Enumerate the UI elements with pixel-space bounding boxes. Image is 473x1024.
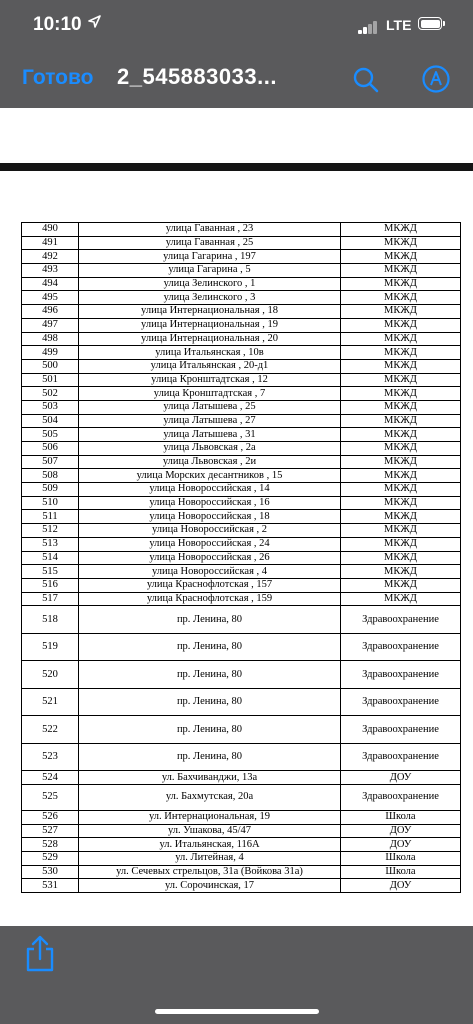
row-address: улица Новороссийская , 2 xyxy=(79,524,341,538)
row-number: 519 xyxy=(22,633,79,661)
row-category: МКЖД xyxy=(341,483,461,497)
row-number: 524 xyxy=(22,771,79,785)
row-number: 523 xyxy=(22,743,79,771)
row-address: улица Новороссийская , 14 xyxy=(79,483,341,497)
row-category: МКЖД xyxy=(341,592,461,606)
row-address: пр. Ленина, 80 xyxy=(79,661,341,689)
document-title: 2_545883033... xyxy=(117,64,277,89)
table-row xyxy=(22,277,461,291)
row-number: 510 xyxy=(22,496,79,510)
row-number: 515 xyxy=(22,565,79,579)
table-row xyxy=(22,442,461,456)
location-arrow-icon xyxy=(88,15,101,31)
row-category: МКЖД xyxy=(341,496,461,510)
table-row xyxy=(22,592,461,606)
row-number: 491 xyxy=(22,236,79,250)
row-address: улица Новороссийская , 16 xyxy=(79,496,341,510)
done-button[interactable]: Готово xyxy=(22,66,94,89)
row-number: 490 xyxy=(22,223,79,237)
cellular-signal-icon xyxy=(358,20,380,34)
row-number: 497 xyxy=(22,318,79,332)
row-number: 517 xyxy=(22,592,79,606)
table-row xyxy=(22,359,461,373)
row-number: 527 xyxy=(22,824,79,838)
table-row xyxy=(22,250,461,264)
row-category: МКЖД xyxy=(341,414,461,428)
table-row xyxy=(22,414,461,428)
row-number: 499 xyxy=(22,346,79,360)
row-number: 494 xyxy=(22,277,79,291)
row-category: МКЖД xyxy=(341,510,461,524)
table-row xyxy=(22,578,461,592)
row-category: МКЖД xyxy=(341,250,461,264)
row-address: улица Итальянская , 20-д1 xyxy=(79,359,341,373)
nav-bar xyxy=(0,52,473,108)
row-number: 502 xyxy=(22,387,79,401)
row-category: МКЖД xyxy=(341,442,461,456)
table-row xyxy=(22,428,461,442)
row-category: Здравоохранение xyxy=(341,606,461,634)
bottom-toolbar xyxy=(0,926,473,1024)
table-row xyxy=(22,838,461,852)
status-bar xyxy=(0,0,473,52)
table-row xyxy=(22,771,461,785)
row-address: ул. Сечевых стрельцов, 31а (Войкова 31а) xyxy=(79,865,341,879)
table-row xyxy=(22,291,461,305)
row-number: 512 xyxy=(22,524,79,538)
row-category: МКЖД xyxy=(341,565,461,579)
row-category: ДОУ xyxy=(341,838,461,852)
row-number: 513 xyxy=(22,537,79,551)
row-category: МКЖД xyxy=(341,359,461,373)
row-address: улица Гагарина , 5 xyxy=(79,264,341,278)
row-number: 493 xyxy=(22,264,79,278)
table-row xyxy=(22,373,461,387)
row-category: МКЖД xyxy=(341,428,461,442)
row-category: Здравоохранение xyxy=(341,688,461,716)
row-number: 507 xyxy=(22,455,79,469)
table-row xyxy=(22,236,461,250)
row-address: улица Гаванная , 23 xyxy=(79,223,341,237)
document-viewer[interactable] xyxy=(0,108,473,926)
row-number: 518 xyxy=(22,606,79,634)
row-address: улица Львовская , 2и xyxy=(79,455,341,469)
row-number: 504 xyxy=(22,414,79,428)
row-address: улица Краснофлотская , 159 xyxy=(79,592,341,606)
table-row xyxy=(22,387,461,401)
row-address: ул. Итальянская, 116А xyxy=(79,838,341,852)
row-category: МКЖД xyxy=(341,236,461,250)
row-number: 531 xyxy=(22,879,79,893)
row-category: Школа xyxy=(341,865,461,879)
row-number: 503 xyxy=(22,400,79,414)
row-category: МКЖД xyxy=(341,455,461,469)
row-number: 495 xyxy=(22,291,79,305)
table-row xyxy=(22,305,461,319)
row-number: 526 xyxy=(22,810,79,824)
row-category: МКЖД xyxy=(341,373,461,387)
row-category: МКЖД xyxy=(341,318,461,332)
row-address: улица Новороссийская , 18 xyxy=(79,510,341,524)
row-category: МКЖД xyxy=(341,332,461,346)
row-address: улица Итальянская , 10в xyxy=(79,346,341,360)
row-number: 514 xyxy=(22,551,79,565)
table-row xyxy=(22,606,461,634)
row-number: 492 xyxy=(22,250,79,264)
share-icon[interactable] xyxy=(22,934,58,974)
table-row xyxy=(22,824,461,838)
row-category: ДОУ xyxy=(341,879,461,893)
table-row xyxy=(22,743,461,771)
table-row xyxy=(22,565,461,579)
table-row xyxy=(22,537,461,551)
row-address: ул. Бахчиванджи, 13а xyxy=(79,771,341,785)
row-category: МКЖД xyxy=(341,291,461,305)
markup-pen-icon[interactable] xyxy=(421,64,451,94)
row-address: улица Гаванная , 25 xyxy=(79,236,341,250)
row-address: пр. Ленина, 80 xyxy=(79,606,341,634)
table-row xyxy=(22,716,461,744)
row-address: улица Кронштадтская , 7 xyxy=(79,387,341,401)
row-category: МКЖД xyxy=(341,537,461,551)
row-address: улица Гагарина , 197 xyxy=(79,250,341,264)
table-row xyxy=(22,455,461,469)
row-category: МКЖД xyxy=(341,400,461,414)
row-address: пр. Ленина, 80 xyxy=(79,716,341,744)
table-row xyxy=(22,784,461,810)
row-address: ул. Бахмутская, 20а xyxy=(79,784,341,810)
table-row xyxy=(22,524,461,538)
row-category: МКЖД xyxy=(341,551,461,565)
row-address: ул. Литейная, 4 xyxy=(79,852,341,866)
table-row xyxy=(22,223,461,237)
table-row xyxy=(22,551,461,565)
row-category: Здравоохранение xyxy=(341,743,461,771)
table-row xyxy=(22,469,461,483)
row-number: 522 xyxy=(22,716,79,744)
row-category: МКЖД xyxy=(341,387,461,401)
row-address: улица Интернациональная , 18 xyxy=(79,305,341,319)
row-number: 509 xyxy=(22,483,79,497)
row-address: ул. Интернациональная, 19 xyxy=(79,810,341,824)
row-category: МКЖД xyxy=(341,346,461,360)
table-row xyxy=(22,496,461,510)
row-number: 521 xyxy=(22,688,79,716)
row-number: 506 xyxy=(22,442,79,456)
row-number: 516 xyxy=(22,578,79,592)
row-number: 525 xyxy=(22,784,79,810)
row-number: 511 xyxy=(22,510,79,524)
table-row xyxy=(22,633,461,661)
row-number: 498 xyxy=(22,332,79,346)
table-row xyxy=(22,332,461,346)
row-category: ДОУ xyxy=(341,771,461,785)
row-address: улица Зелинского , 1 xyxy=(79,277,341,291)
table-row xyxy=(22,346,461,360)
row-category: Здравоохранение xyxy=(341,716,461,744)
row-address: улица Краснофлотская , 157 xyxy=(79,578,341,592)
table-row xyxy=(22,483,461,497)
row-category: МКЖД xyxy=(341,264,461,278)
row-address: пр. Ленина, 80 xyxy=(79,633,341,661)
row-category: МКЖД xyxy=(341,469,461,483)
row-number: 500 xyxy=(22,359,79,373)
table-row xyxy=(22,688,461,716)
row-address: ул. Ушакова, 45/47 xyxy=(79,824,341,838)
row-number: 508 xyxy=(22,469,79,483)
row-number: 530 xyxy=(22,865,79,879)
row-address: ул. Сорочинская, 17 xyxy=(79,879,341,893)
row-address: улица Новороссийская , 26 xyxy=(79,551,341,565)
row-number: 496 xyxy=(22,305,79,319)
row-category: Школа xyxy=(341,852,461,866)
row-address: улица Львовская , 2а xyxy=(79,442,341,456)
row-address: улица Интернациональная , 20 xyxy=(79,332,341,346)
row-address: улица Морских десантников , 15 xyxy=(79,469,341,483)
row-number: 520 xyxy=(22,661,79,689)
table-row xyxy=(22,318,461,332)
row-address: улица Латышева , 31 xyxy=(79,428,341,442)
table-row xyxy=(22,510,461,524)
row-number: 528 xyxy=(22,838,79,852)
row-category: Здравоохранение xyxy=(341,784,461,810)
row-address: улица Латышева , 27 xyxy=(79,414,341,428)
search-icon[interactable] xyxy=(352,66,380,94)
row-category: Здравоохранение xyxy=(341,661,461,689)
table-row xyxy=(22,661,461,689)
home-indicator xyxy=(155,1009,319,1014)
row-address: улица Новороссийская , 4 xyxy=(79,565,341,579)
row-category: ДОУ xyxy=(341,824,461,838)
row-number: 505 xyxy=(22,428,79,442)
row-address: пр. Ленина, 80 xyxy=(79,688,341,716)
row-address: улица Латышева , 25 xyxy=(79,400,341,414)
row-address: улица Кронштадтская , 12 xyxy=(79,373,341,387)
table-row xyxy=(22,865,461,879)
row-address: улица Интернациональная , 19 xyxy=(79,318,341,332)
row-category: МКЖД xyxy=(341,305,461,319)
table-row xyxy=(22,400,461,414)
table-row xyxy=(22,852,461,866)
row-number: 501 xyxy=(22,373,79,387)
row-category: Школа xyxy=(341,810,461,824)
network-label: LTE xyxy=(386,17,412,33)
table-row xyxy=(22,810,461,824)
row-category: МКЖД xyxy=(341,524,461,538)
status-time: 10:10 xyxy=(33,14,82,35)
row-address: улица Новороссийская , 24 xyxy=(79,537,341,551)
data-table xyxy=(21,222,461,893)
row-number: 529 xyxy=(22,852,79,866)
page-separator xyxy=(0,163,473,171)
row-address: пр. Ленина, 80 xyxy=(79,743,341,771)
battery-icon xyxy=(418,17,442,30)
row-category: Здравоохранение xyxy=(341,633,461,661)
row-category: МКЖД xyxy=(341,578,461,592)
row-address: улица Зелинского , 3 xyxy=(79,291,341,305)
row-category: МКЖД xyxy=(341,277,461,291)
table-row xyxy=(22,264,461,278)
table-row xyxy=(22,879,461,893)
row-category: МКЖД xyxy=(341,223,461,237)
